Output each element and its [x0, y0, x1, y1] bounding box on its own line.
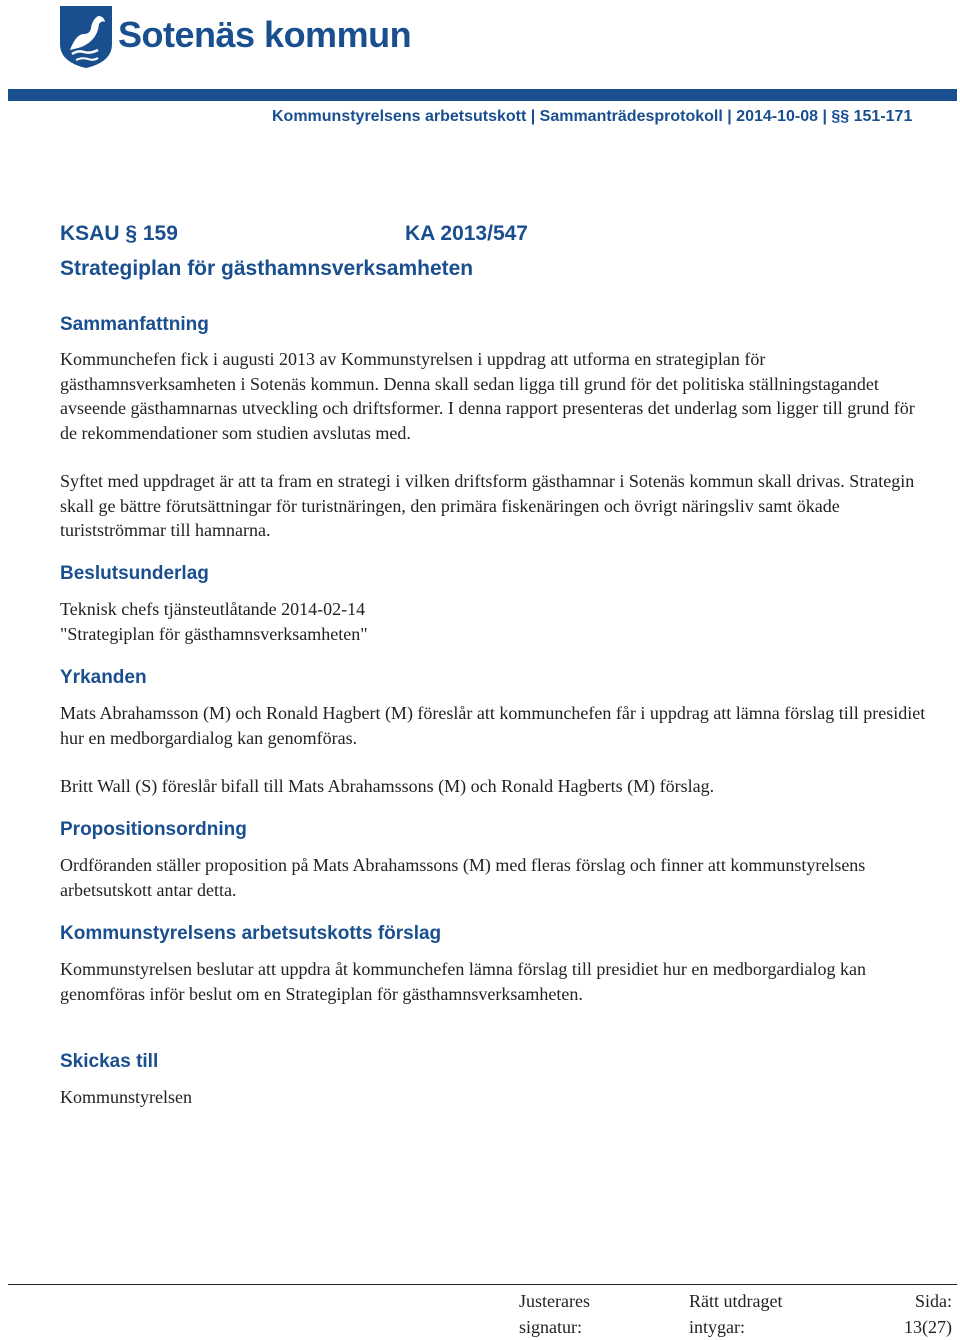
footer-page-number: 13(27) [904, 1317, 952, 1337]
logo-shield-icon [58, 4, 114, 70]
proposition-paragraph: Ordföranden ställer proposition på Mats Abrahamssons (M) med fleras förslag och finner att kommunstyrelsens arbetsutskott antar detta. [60, 855, 866, 900]
summary-paragraph-2: Syftet med uppdraget är att ta fram en strategi i vilken driftsform gästhamnar i Sotenäs kommun skall drivas. Strategin skall ge bättre förutsättningar för turistnäringen, den primära fiskenäringen och övrigt näringsliv samt ökade turistströmmar till hamnarna. [60, 471, 915, 540]
footer-adjuster-sublabel: signatur: [519, 1317, 582, 1337]
diary-reference: KA 2013/547 [405, 222, 528, 245]
motions-paragraph-2: Britt Wall (S) föreslår bifall till Mats Abrahamssons (M) och Ronald Hagberts (M) förslag. [60, 776, 715, 796]
summary-paragraph-1: Kommunchefen fick i augusti 2013 av Kommunstyrelsen i uppdrag att utforma en strategiplan för gästhamnsverksamheten i Sotenäs kommun. Denna skall sedan ligga till grund för det politiska ställningstagandet avseende gästhamnarnas utveckling och driftsformer. I denna rapport presenteras det underlag som ligger till grund för de rekommendationer som studien avslutas med. [60, 349, 915, 443]
protocol-meta-line: Kommunstyrelsens arbetsutskott | Sammanträdesprotokoll | 2014-10-08 | §§ 151-171 [272, 108, 913, 125]
header-rule [8, 89, 957, 101]
footer-adjuster-label: Justerares [519, 1291, 590, 1311]
footer-extract-sublabel: intygar: [689, 1317, 745, 1337]
summary-heading: Sammanfattning [60, 314, 209, 335]
proposal-heading: Kommunstyrelsens arbetsutskotts förslag [60, 923, 442, 944]
footer-extract-label: Rätt utdraget [689, 1291, 783, 1311]
footer-page-info [904, 1288, 952, 1340]
basis-heading: Beslutsunderlag [60, 563, 209, 584]
footer-adjuster-signature [519, 1288, 590, 1340]
case-title: Strategiplan för gästhamnsverksamheten [60, 257, 474, 280]
organization-name: Sotenäs kommun [118, 14, 412, 55]
proposition-heading: Propositionsordning [60, 819, 247, 840]
basis-document-1: Teknisk chefs tjänsteutlåtande 2014-02-14 [60, 599, 366, 619]
motions-paragraph-1: Mats Abrahamsson (M) och Ronald Hagbert (M) föreslår att kommunchefen får i uppdrag att lämna förslag till presidiet hur en medborgardialog kan genomföras. [60, 703, 926, 748]
basis-document-2: "Strategiplan för gästhamnsverksamheten" [60, 624, 368, 644]
send-to-heading: Skickas till [60, 1051, 159, 1072]
paragraph-reference: KSAU § 159 [60, 222, 178, 245]
footer-page-label: Sida: [914, 1291, 952, 1311]
footer-rule [8, 1284, 957, 1285]
proposal-paragraph: Kommunstyrelsen beslutar att uppdra åt kommunchefen lämna förslag till presidiet hur en medborgardialog kan genomföras inför beslut om en Strategiplan för gästhamnsverksamheten. [60, 959, 866, 1004]
send-to-recipient: Kommunstyrelsen [60, 1087, 192, 1107]
motions-heading: Yrkanden [60, 667, 147, 688]
footer-extract-certification [689, 1288, 782, 1340]
